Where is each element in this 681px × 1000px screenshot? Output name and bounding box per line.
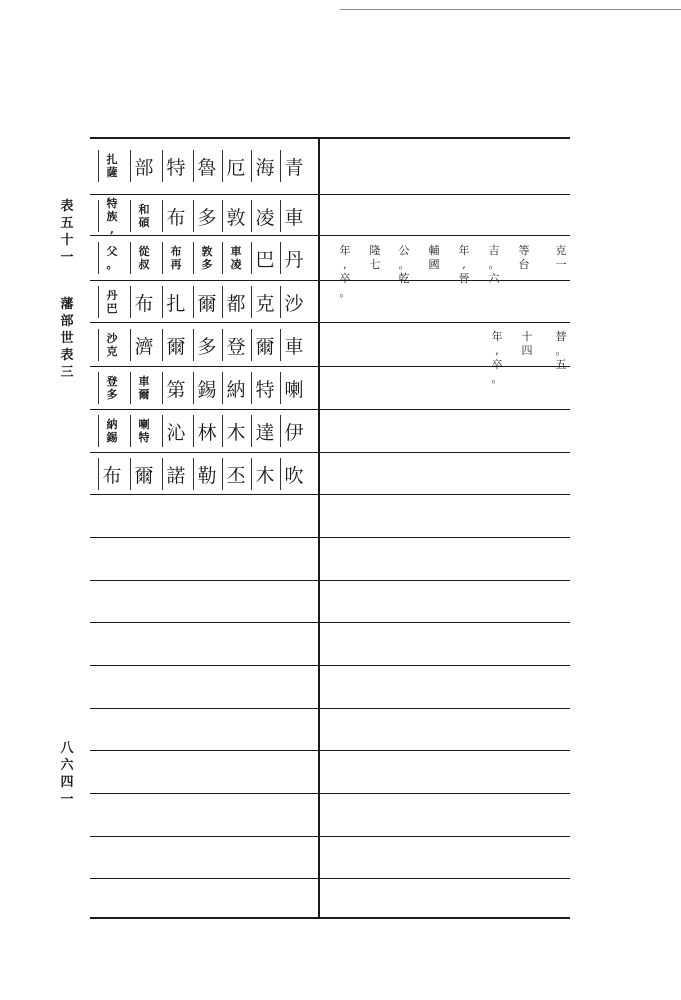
cell: 勒 (193, 454, 221, 494)
cell: 扎 (162, 282, 190, 322)
cell: 青 (280, 146, 308, 186)
rule (90, 878, 570, 879)
cell: 父 。 (98, 238, 126, 278)
side-table-label: 表 五 十 一 (60, 199, 74, 265)
column-divider (318, 137, 320, 917)
cell: 敦 多 (193, 238, 221, 278)
cell: 爾 (162, 325, 190, 365)
rule (90, 494, 570, 495)
cell: 沙 克 (98, 325, 126, 365)
note-col: 克 一 (555, 244, 567, 271)
note-col: 年 , 卒 。 (339, 244, 351, 299)
note-col: 年 , 晉 (458, 244, 470, 285)
cell: 特 (162, 146, 190, 186)
cell: 魯 (193, 146, 221, 186)
cell: 爾 (130, 454, 158, 494)
cell: 登 (222, 325, 250, 365)
note-col: 隆 七 (369, 244, 381, 271)
row-4 (96, 282, 314, 322)
cell: 納 (222, 368, 250, 408)
cell: 厄 (222, 146, 250, 186)
cell: 部 (130, 146, 158, 186)
row-6 (96, 368, 314, 408)
note-col: 十 四 (521, 330, 533, 357)
cell: 布 再 (162, 238, 190, 278)
cell: 凌 (251, 196, 279, 236)
row-3 (96, 238, 314, 278)
page-number: 八 六 四 一 (60, 741, 74, 807)
note-col: 年 , 卒 。 (491, 330, 503, 385)
cell: 納 錫 (98, 411, 126, 451)
cell: 木 (251, 454, 279, 494)
rule (90, 194, 570, 195)
note-col: 替 。 五 (555, 330, 567, 371)
cell: 諾 (162, 454, 190, 494)
cell: 特 (251, 368, 279, 408)
cell: 都 (222, 282, 250, 322)
cell: 丹 巴 (98, 282, 126, 322)
cell: 喇 特 (130, 411, 158, 451)
cell: 和 碩 (130, 196, 158, 236)
cell: 布 (162, 196, 190, 236)
side-section-label: 藩 部 世 表 三 (60, 297, 74, 380)
note-col: 吉 。 六 (488, 244, 500, 285)
row-2 (96, 196, 314, 236)
cell: 車 (280, 196, 308, 236)
cell: 車 (280, 325, 308, 365)
cell: 扎 薩 (98, 146, 126, 186)
rule (90, 452, 570, 453)
rule (90, 409, 570, 410)
row-7 (96, 411, 314, 451)
cell: 克 (251, 282, 279, 322)
note-col: 公 。 乾 (398, 244, 410, 285)
rule-top (90, 137, 570, 139)
cell: 多 (193, 325, 221, 365)
cell: 丹 (280, 238, 308, 278)
rule (90, 750, 570, 751)
rule (90, 836, 570, 837)
cell: 吹 (280, 454, 308, 494)
cell: 特 族 , (98, 196, 126, 236)
top-rule (340, 9, 681, 10)
rule (90, 622, 570, 623)
cell: 沁 (162, 411, 190, 451)
cell: 巴 (251, 238, 279, 278)
cell: 海 (251, 146, 279, 186)
rule (90, 580, 570, 581)
cell: 敦 (222, 196, 250, 236)
note-col: 輔 國 (428, 244, 440, 271)
cell: 多 (193, 196, 221, 236)
cell: 沙 (280, 282, 308, 322)
rule (90, 708, 570, 709)
row-1 (96, 146, 314, 186)
cell: 布 (98, 454, 126, 494)
cell: 爾 (251, 325, 279, 365)
cell: 爾 (193, 282, 221, 322)
cell: 第 (162, 368, 190, 408)
rule (90, 537, 570, 538)
cell: 車 爾 (130, 368, 158, 408)
rule (90, 665, 570, 666)
cell: 濟 (130, 325, 158, 365)
rule-bottom (90, 917, 570, 919)
cell: 喇 (280, 368, 308, 408)
cell: 錫 (193, 368, 221, 408)
row-5 (96, 325, 314, 365)
cell: 登 多 (98, 368, 126, 408)
row-8 (96, 454, 314, 494)
cell: 林 (193, 411, 221, 451)
cell: 達 (251, 411, 279, 451)
cell: 丕 (222, 454, 250, 494)
cell: 木 (222, 411, 250, 451)
note-col: 等 台 (518, 244, 530, 271)
cell: 布 (130, 282, 158, 322)
cell: 車 凌 (222, 238, 250, 278)
rule (90, 322, 570, 323)
rule (90, 793, 570, 794)
cell: 從 叔 (130, 238, 158, 278)
cell: 伊 (280, 411, 308, 451)
